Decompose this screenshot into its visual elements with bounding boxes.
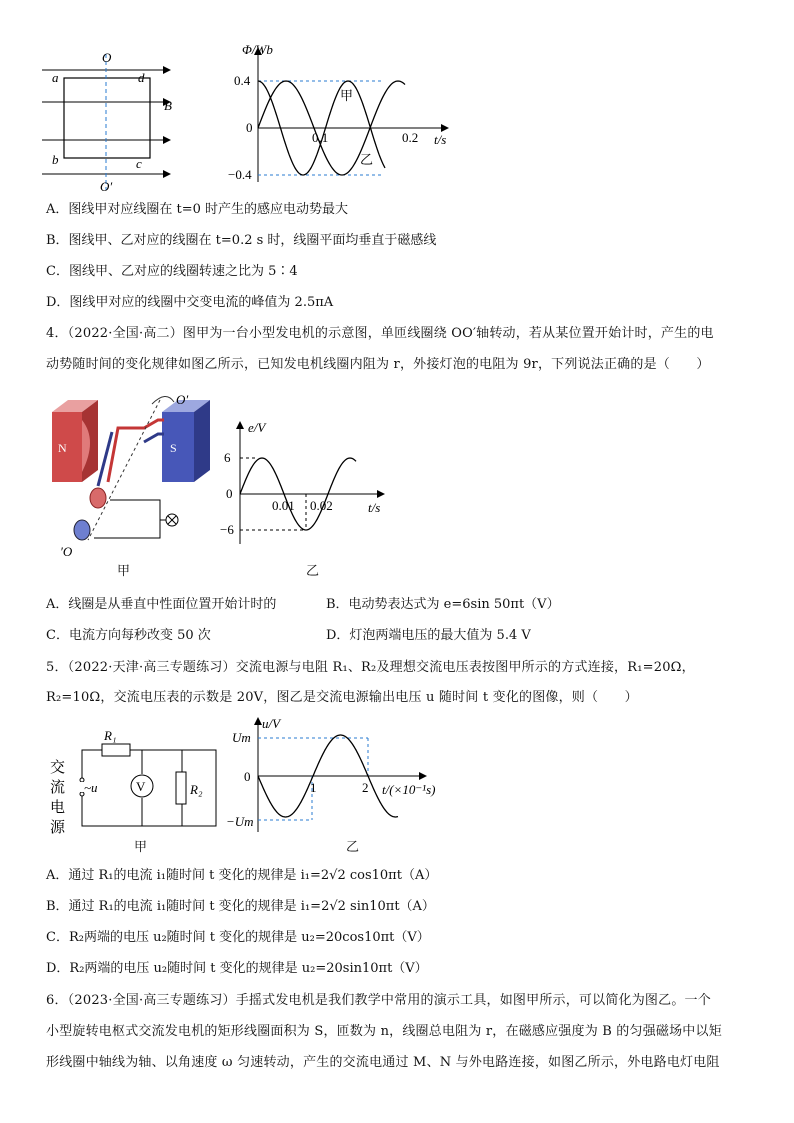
q5-option-c[interactable]: C．R₂两端的电压 u₂随时间 t 变化的规律是 u₂=20cos10πt（V） <box>46 930 430 945</box>
q4-option-c[interactable]: C．电流方向每秒改变 50 次 <box>46 628 211 643</box>
q6-stem-line3: 形线圈中轴线为轴、以角速度 ω 匀速转动，产生的交流电通过 M、N 与外电路连接，如图乙所示，外电路电灯电阻 <box>46 1055 720 1070</box>
q5-source-3: 电 <box>50 800 66 816</box>
q4-tick-002: 0.02 <box>310 498 333 513</box>
q5-tick-2: 2 <box>362 780 369 795</box>
q5-label-u: ~u <box>84 780 98 795</box>
q4-caption-jia: 甲 <box>117 564 131 579</box>
q5-option-b[interactable]: B．通过 R₁的电流 i₁随时间 t 变化的规律是 i₁=2√2 sin10πt（A） <box>46 899 435 914</box>
q5-label-R2: R₂ <box>190 782 203 797</box>
q5-stem-line2: R₂=10Ω，交流电压表的示数是 20V，图乙是交流电源输出电压 u 随时间 t 变化的图像，则（ ） <box>46 690 638 705</box>
q5-option-a[interactable]: A．通过 R₁的电流 i₁随时间 t 变化的规律是 i₁=2√2 cos10πt（A） <box>46 868 438 883</box>
q3-option-c[interactable]: C．图线甲、乙对应的线圈转速之比为 5∶4 <box>46 264 298 279</box>
q5-source-2: 流 <box>50 780 66 796</box>
q4-tick-pos: 6 <box>224 450 231 465</box>
q5-voltmeter-label: V <box>136 779 146 794</box>
q5-circuit-figure <box>46 724 216 834</box>
q6-stem-line1: 6．（2023·全国·高三专题练习）手摇式发电机是我们教学中常用的演示工具，如图甲所示，可以简化为图乙。一个 <box>46 993 711 1008</box>
q4-tick-neg: −6 <box>220 522 234 537</box>
q4-generator-figure <box>40 390 240 562</box>
q3-flux-chart <box>228 42 468 192</box>
q5-caption-jia: 甲 <box>134 840 148 855</box>
q4-option-a[interactable]: A．线圈是从垂直中性面位置开始计时的 <box>46 597 277 612</box>
q5-tick-1: 1 <box>310 780 317 795</box>
q3-label-O-prime: O′ <box>100 179 113 194</box>
q3-tick-neg: −0.4 <box>228 167 252 182</box>
q4-emf-chart <box>222 418 392 548</box>
q3-tick-zero: 0 <box>246 120 253 135</box>
q5-voltage-chart <box>228 714 458 834</box>
q3-tick-02: 0.2 <box>402 130 419 145</box>
q4-label-O-prime: O′ <box>176 392 189 407</box>
q5-stem-line1: 5．（2022·天津·高三专题练习）交流电源与电阻 R₁、R₂及理想交流电压表按图甲所示的方式连接，R₁=20Ω， <box>46 660 695 675</box>
q4-stem-line1: 4．（2022·全国·高二）图甲为一台小型发电机的示意图，单匝线圈绕 OO′轴转动，若从某位置开始计时，产生的电 <box>46 326 714 341</box>
q4-option-b[interactable]: B．电动势表达式为 e=6sin 50πt（V） <box>326 597 560 612</box>
q3-option-b[interactable]: B．图线甲、乙对应的线圈在 t=0.2 s 时，线圈平面均垂直于磁感线 <box>46 233 437 248</box>
q4-label-S: S <box>170 441 177 455</box>
q5-ylabel: u/V <box>262 716 281 731</box>
q5-source-1: 交 <box>50 760 66 776</box>
q3-series-yi: 乙 <box>360 152 374 167</box>
q3-xlabel: t/s <box>434 132 447 147</box>
q4-tick-zero: 0 <box>226 486 233 501</box>
q6-stem-line2: 小型旋转电枢式交流发电机的矩形线圈面积为 S，匝数为 n，线圈总电阻为 r，在磁感应强度为 B 的匀强磁场中以矩 <box>46 1024 722 1039</box>
q3-option-a[interactable]: A．图线甲对应线圈在 t=0 时产生的感应电动势最大 <box>46 202 349 217</box>
q3-label-c: c <box>136 156 142 171</box>
q5-label-R1: R₁ <box>104 728 117 743</box>
q4-xlabel: t/s <box>368 500 381 515</box>
q3-tick-pos: 0.4 <box>234 73 251 88</box>
q3-ylabel: Φ/Wb <box>242 42 273 57</box>
q5-option-d[interactable]: D．R₂两端的电压 u₂随时间 t 变化的规律是 u₂=20sin10πt（V） <box>46 961 428 976</box>
q3-label-d: d <box>138 70 145 85</box>
q3-tick-01: 0.1 <box>312 130 329 145</box>
q4-label-O: ′O <box>60 544 73 559</box>
q4-caption-yi: 乙 <box>306 564 320 579</box>
q3-coil-figure <box>40 44 190 194</box>
q5-source-4: 源 <box>50 820 66 836</box>
q3-label-B: B <box>164 98 172 113</box>
q3-label-a: a <box>52 70 59 85</box>
q3-label-b: b <box>52 152 59 167</box>
q5-xlabel: t/(×10⁻¹s) <box>382 782 436 797</box>
q3-series-jia: 甲 <box>340 88 354 103</box>
q5-tick-pos: Um <box>232 730 251 745</box>
q5-caption-yi: 乙 <box>346 840 360 855</box>
q4-tick-001: 0.01 <box>272 498 295 513</box>
q3-option-d[interactable]: D．图线甲对应的线圈中交变电流的峰值为 2.5πA <box>46 295 334 310</box>
q4-ylabel: e/V <box>248 420 266 435</box>
q3-label-O: O <box>102 50 112 65</box>
q5-tick-neg: −Um <box>226 814 254 829</box>
q4-stem-line2: 动势随时间的变化规律如图乙所示，已知发电机线圈内阻为 r，外接灯泡的电阻为 9r，下列说法正确的是（ ） <box>46 357 710 372</box>
q5-tick-zero: 0 <box>244 769 251 784</box>
q4-label-N: N <box>58 441 67 455</box>
q4-option-d[interactable]: D．灯泡两端电压的最大值为 5.4 V <box>326 628 531 643</box>
